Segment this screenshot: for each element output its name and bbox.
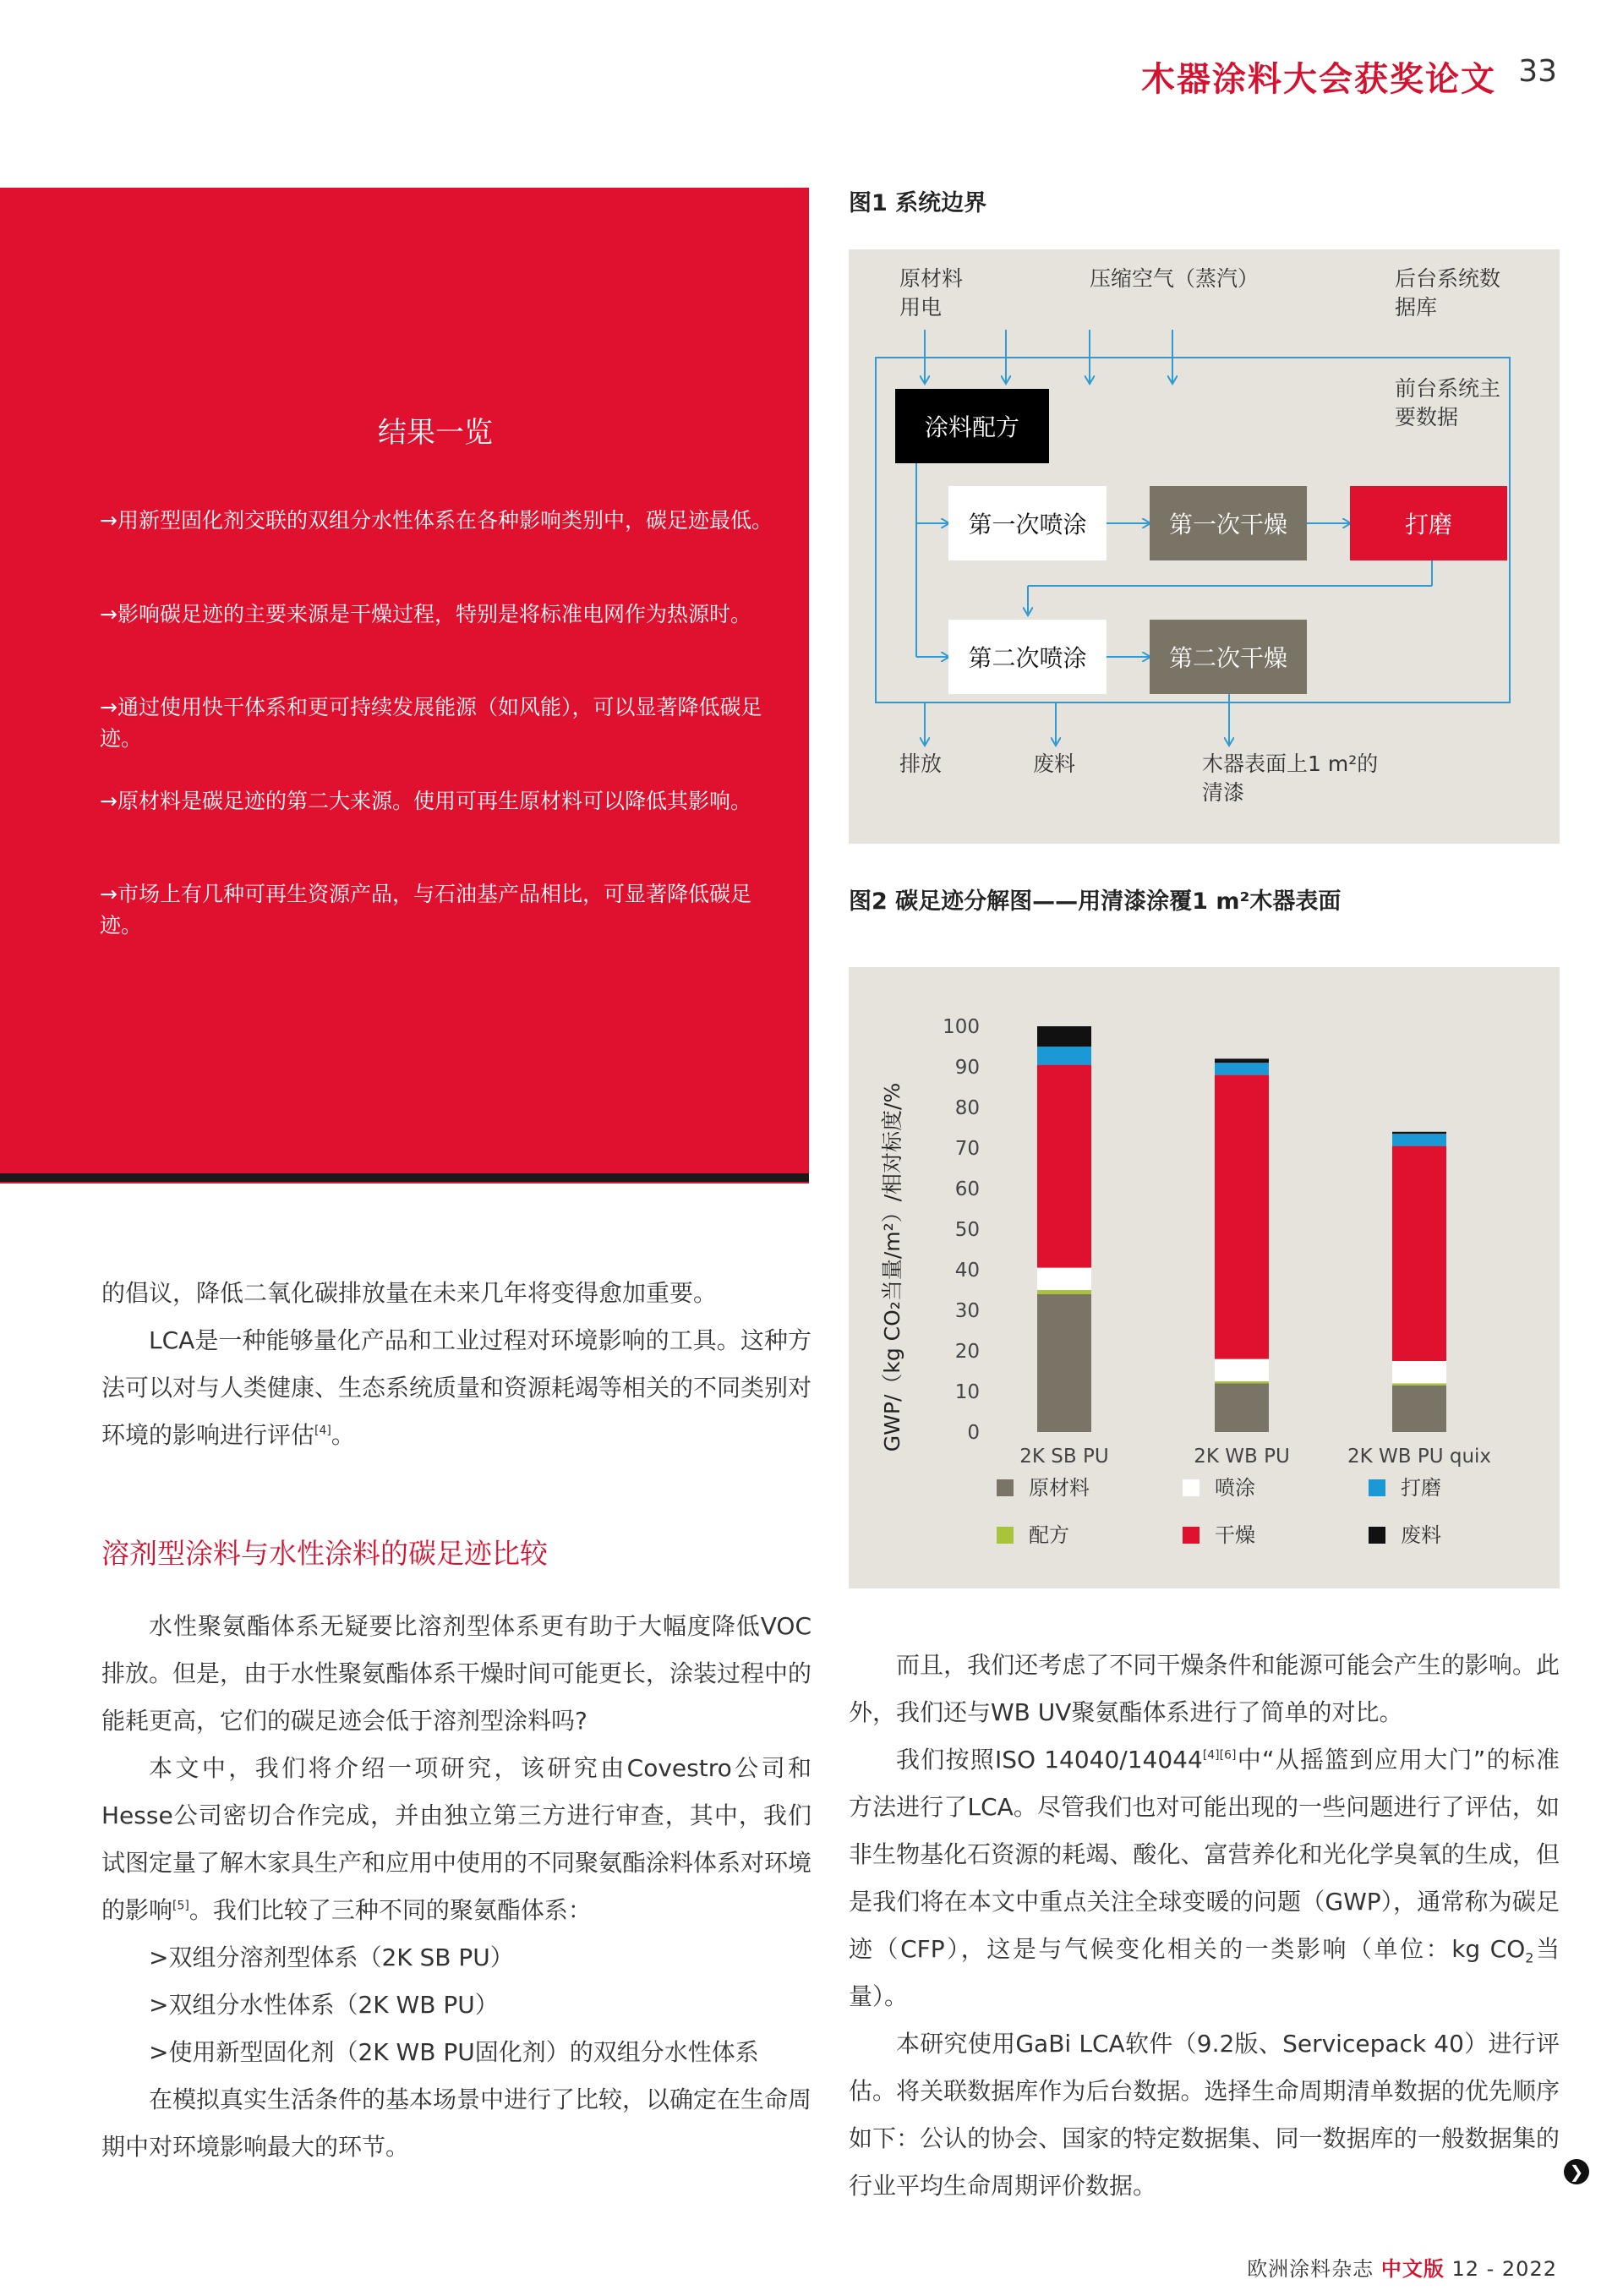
box-second-spray: 第二次喷涂 (948, 620, 1107, 694)
legend-label: 配方 (1029, 1523, 1069, 1547)
legend-label: 原材料 (1029, 1476, 1090, 1500)
summary-item: →通过使用快干体系和更可持续发展能源（如风能），可以显著降低碳足迹。 (100, 695, 762, 751)
summary-item: →原材料是碳足迹的第二大来源。使用可再生原材料可以降低其影响。 (100, 789, 751, 813)
y-tick-label: 40 (954, 1260, 980, 1282)
input-label: 压缩空气（蒸汽） (1090, 266, 1260, 291)
y-tick-label: 20 (954, 1341, 980, 1363)
y-tick-label: 70 (954, 1138, 980, 1160)
legend-label: 打磨 (1401, 1476, 1441, 1500)
x-tick-label: 2K WB PU quix (1347, 1446, 1492, 1468)
bar-segment (1037, 1065, 1091, 1268)
y-tick-label: 0 (967, 1422, 980, 1444)
y-tick-label: 90 (954, 1057, 980, 1079)
figure-2-chart (849, 967, 1560, 1588)
reference: [4] (314, 1424, 331, 1438)
bar-segment (1392, 1383, 1446, 1385)
footer-issue: 12 - 2022 (1444, 2257, 1557, 2281)
body-text-left-bottom (101, 1603, 812, 2171)
chevron-right-circle-icon[interactable]: ❯ (1564, 2159, 1589, 2184)
bar-segment (1037, 1047, 1091, 1065)
legend-swatch (1369, 1527, 1385, 1544)
paragraph: 的倡议，降低二氧化碳排放量在未来几年将变得愈加重要。 (101, 1279, 718, 1307)
figure-1-caption: 图1 系统边界 (849, 190, 987, 216)
output-label: 木器表面上1 m²的 清漆 (1202, 752, 1379, 805)
list-item: >双组分溶剂型体系（2K SB PU） (149, 1943, 514, 1971)
y-tick-label: 80 (954, 1097, 980, 1119)
bar-segment (1392, 1134, 1446, 1145)
bar-segment (1037, 1290, 1091, 1294)
bar-segment (1392, 1386, 1446, 1432)
foreground-data-label: 前台系统主 要数据 (1395, 376, 1501, 429)
body-text-right (849, 1642, 1560, 2210)
box-first-dry: 第一次干燥 (1150, 486, 1307, 560)
x-tick-label: 2K SB PU (1019, 1446, 1109, 1468)
y-tick-label: 50 (954, 1219, 980, 1241)
legend-swatch (1183, 1479, 1199, 1496)
paragraph: 水性聚氨酯体系无疑要比溶剂型体系更有助于大幅度降低VOC排放。但是，由于水性聚氨酯体系干燥时间可能更长，涂装过程中的能耗更高，它们的碳足迹会低于溶剂型涂料吗? (101, 1612, 812, 1735)
output-label: 废料 (1033, 752, 1076, 776)
bar-segment (1392, 1146, 1446, 1361)
bar-segment (1392, 1361, 1446, 1383)
summary-item: →市场上有几种可再生资源产品，与石油基产品相比，可显著降低碳足迹。 (100, 882, 751, 938)
running-header-title: 木器涂料大会获奖论文 (1141, 60, 1496, 99)
legend-swatch (997, 1527, 1014, 1544)
body-text-left-top (101, 1270, 812, 1459)
bar-segment (1215, 1063, 1269, 1074)
bar-segment (1215, 1383, 1269, 1432)
section-heading: 溶剂型涂料与水性涂料的碳足迹比较 (101, 1537, 548, 1570)
paragraph: LCA是一种能够量化产品和工业过程对环境影响的工具。这种方法可以对与人类健康、生态系统质量和资源耗竭等相关的不同类别对环境的影响进行评估[4]。 (101, 1326, 812, 1449)
figure-2-caption: 图2 碳足迹分解图——用清漆涂覆1 m²木器表面 (849, 888, 1342, 915)
list-item: >双组分水性体系（2K WB PU） (149, 1991, 499, 2019)
y-axis-label: GWP/（kg CO₂当量/m²）/相对标度/% (880, 1082, 904, 1452)
bar-segment (1215, 1075, 1269, 1359)
summary-item: →影响碳足迹的主要来源是干燥过程，特别是将标准电网作为热源时。 (100, 602, 751, 626)
box-coating-formula: 涂料配方 (895, 389, 1049, 463)
output-label: 排放 (899, 752, 943, 776)
bar-segment (1392, 1132, 1446, 1134)
box-first-spray: 第一次喷涂 (948, 486, 1107, 560)
legend-swatch (1369, 1479, 1385, 1496)
paragraph: 本文中，我们将介绍一项研究，该研究由Covestro公司和Hesse公司密切合作完成，并由独立第三方进行审查，其中，我们试图定量了解木家具生产和应用中使用的不同聚氨酯涂料体系对环境的影响[5]。我们比较了三种不同的聚氨酯体系： (101, 1754, 812, 1924)
background-data-label: 后台系统数 据库 (1395, 266, 1501, 320)
bar-segment (1037, 1026, 1091, 1047)
summary-box (0, 188, 809, 1184)
y-tick-label: 30 (954, 1300, 980, 1322)
bar-segment (1215, 1381, 1269, 1383)
y-tick-label: 100 (943, 1016, 980, 1038)
legend-swatch (1183, 1527, 1199, 1544)
page-number: 33 (1518, 54, 1557, 89)
figure-1-system-boundary (849, 249, 1560, 844)
box-second-dry: 第二次干燥 (1150, 620, 1307, 694)
y-tick-label: 60 (954, 1178, 980, 1200)
paragraph: 而且，我们还考虑了不同干燥条件和能源可能会产生的影响。此外，我们还与WB UV聚氨酯体系进行了简单的对比。 (849, 1651, 1560, 1726)
footer-edition: 中文版 (1380, 2257, 1445, 2281)
bar-segment (1215, 1058, 1269, 1063)
reference: [5] (172, 1899, 189, 1913)
list-item: >使用新型固化剂（2K WB PU固化剂）的双组分水性体系 (149, 2038, 759, 2066)
legend-swatch (997, 1479, 1014, 1496)
summary-title: 结果一览 (378, 416, 493, 450)
input-label: 原材料 用电 (899, 266, 964, 320)
bar-segment (1215, 1359, 1269, 1381)
legend-label: 干燥 (1215, 1523, 1255, 1547)
x-tick-label: 2K WB PU (1194, 1446, 1290, 1468)
reference: [4][6] (1202, 1748, 1237, 1763)
y-tick-label: 10 (954, 1381, 980, 1403)
summary-item: →用新型固化剂交联的双组分水性体系在各种影响类别中，碳足迹最低。 (100, 508, 773, 533)
bar-segment (1037, 1294, 1091, 1432)
paragraph: 在模拟真实生活条件的基本场景中进行了比较，以确定在生命周期中对环境影响最大的环节。 (101, 2086, 812, 2161)
paragraph: 本研究使用GaBi LCA软件（9.2版、Servicepack 40）进行评估。将关联数据库作为后台数据。选择生命周期清单数据的优先顺序如下：公认的协会、国家的特定数据集、同一数据库的一般数据集的行业平均生命周期评价数据。 (849, 2030, 1560, 2200)
box-sanding: 打磨 (1350, 486, 1507, 560)
summary-box-bottom-rule (0, 1173, 809, 1182)
stacked-bar-chart (849, 967, 1560, 1588)
footer-magazine: 欧洲涂料杂志 (1247, 2257, 1381, 2281)
footer (1247, 2252, 1557, 2282)
legend-label: 喷涂 (1215, 1476, 1255, 1500)
paragraph: 我们按照ISO 14040/14044[4][6]中“从摇篮到应用大门”的标准方法进行了LCA。尽管我们也对可能出现的一些问题进行了评估，如非生物基化石资源的耗竭、酸化、富营养化和光化学臭氧的生成，但是我们将在本文中重点关注全球变暖的问题（GWP），通常称为碳足迹（CFP），这是与气候变化相关的一类影响（单位：kg $CO_2$当量）。 (849, 1746, 1560, 2010)
legend-label: 废料 (1401, 1523, 1441, 1547)
bar-segment (1037, 1268, 1091, 1290)
